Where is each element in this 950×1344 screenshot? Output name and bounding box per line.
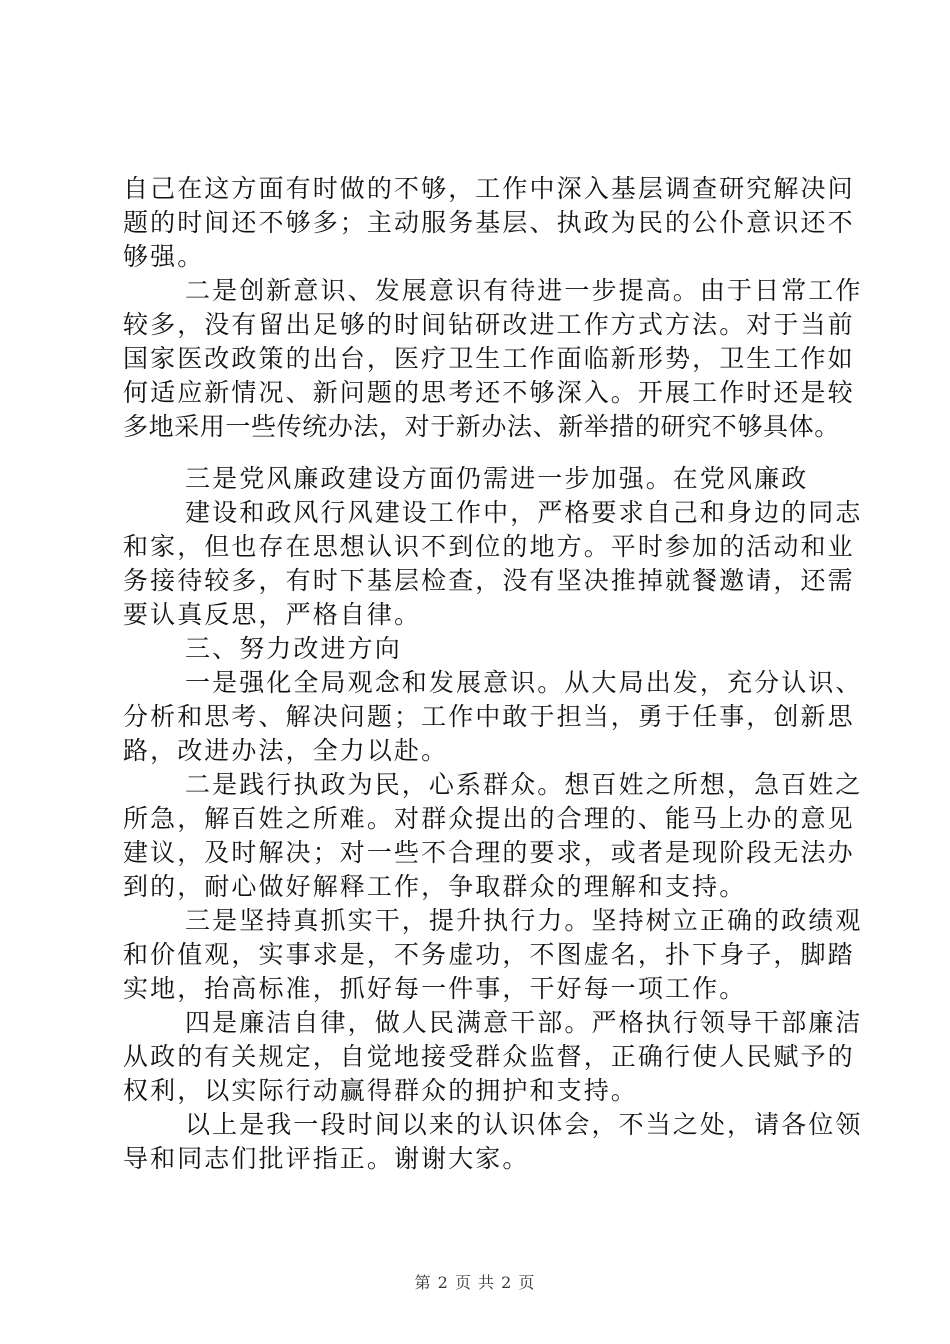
section-heading: 三、努力改进方向 (185, 634, 402, 663)
text-line: 要认真反思，严格自律。 (123, 600, 422, 629)
text-line: 建议，及时解决；对一些不合理的要求，或者是现阶段无法办 (123, 838, 855, 867)
text-line: 实地，抬高标准，抓好每一件事，干好每一项工作。 (123, 974, 747, 1003)
text-line: 权利，以实际行动赢得群众的拥护和支持。 (123, 1076, 638, 1105)
text-line: 到的，耐心做好解释工作，争取群众的理解和支持。 (123, 872, 747, 901)
text-line: 三是坚持真抓实干，提升执行力。坚持树立正确的政绩观 (185, 906, 863, 935)
text-line: 三是党风廉政建设方面仍需进一步加强。在党风廉政 (185, 464, 809, 493)
text-line: 自己在这方面有时做的不够，工作中深入基层调查研究解决问 (123, 174, 855, 203)
text-line: 够强。 (123, 242, 205, 271)
text-line: 建设和政风行风建设工作中，严格要求自己和身边的同志 (185, 498, 863, 527)
text-line: 何适应新情况、新问题的思考还不够深入。开展工作时还是较 (123, 378, 855, 407)
text-line: 一是强化全局观念和发展意识。从大局出发，充分认识、 (185, 668, 863, 697)
text-line: 国家医改政策的出台，医疗卫生工作面临新形势，卫生工作如 (123, 344, 855, 373)
text-line: 和价值观，实事求是，不务虚功，不图虚名，扑下身子，脚踏 (123, 940, 855, 969)
text-line: 二是践行执政为民，心系群众。想百姓之所想，急百姓之 (185, 770, 863, 799)
text-line: 四是廉洁自律，做人民满意干部。严格执行领导干部廉洁 (185, 1008, 863, 1037)
text-line: 分析和思考、解决问题；工作中敢于担当，勇于任事，创新思 (123, 702, 855, 731)
text-line: 二是创新意识、发展意识有待进一步提高。由于日常工作 (185, 276, 863, 305)
text-line: 务接待较多，有时下基层检查，没有坚决推掉就餐邀请，还需 (123, 566, 855, 595)
text-line: 和家，但也存在思想认识不到位的地方。平时参加的活动和业 (123, 532, 855, 561)
text-line: 题的时间还不够多；主动服务基层、执政为民的公仆意识还不 (123, 208, 855, 237)
text-line: 以上是我一段时间以来的认识体会，不当之处，请各位领 (185, 1110, 863, 1139)
text-line: 从政的有关规定，自觉地接受群众监督，正确行使人民赋予的 (123, 1042, 855, 1071)
page-number-footer: 第 2 页 共 2 页 (414, 1273, 536, 1292)
text-line: 路，改进办法，全力以赴。 (123, 736, 449, 765)
text-line: 多地采用一些传统办法，对于新办法、新举措的研究不够具体。 (123, 412, 840, 441)
text-line: 较多，没有留出足够的时间钻研改进工作方式方法。对于当前 (123, 310, 855, 339)
text-line: 导和同志们批评指正。谢谢大家。 (123, 1144, 530, 1173)
text-line: 所急，解百姓之所难。对群众提出的合理的、能马上办的意见 (123, 804, 855, 833)
